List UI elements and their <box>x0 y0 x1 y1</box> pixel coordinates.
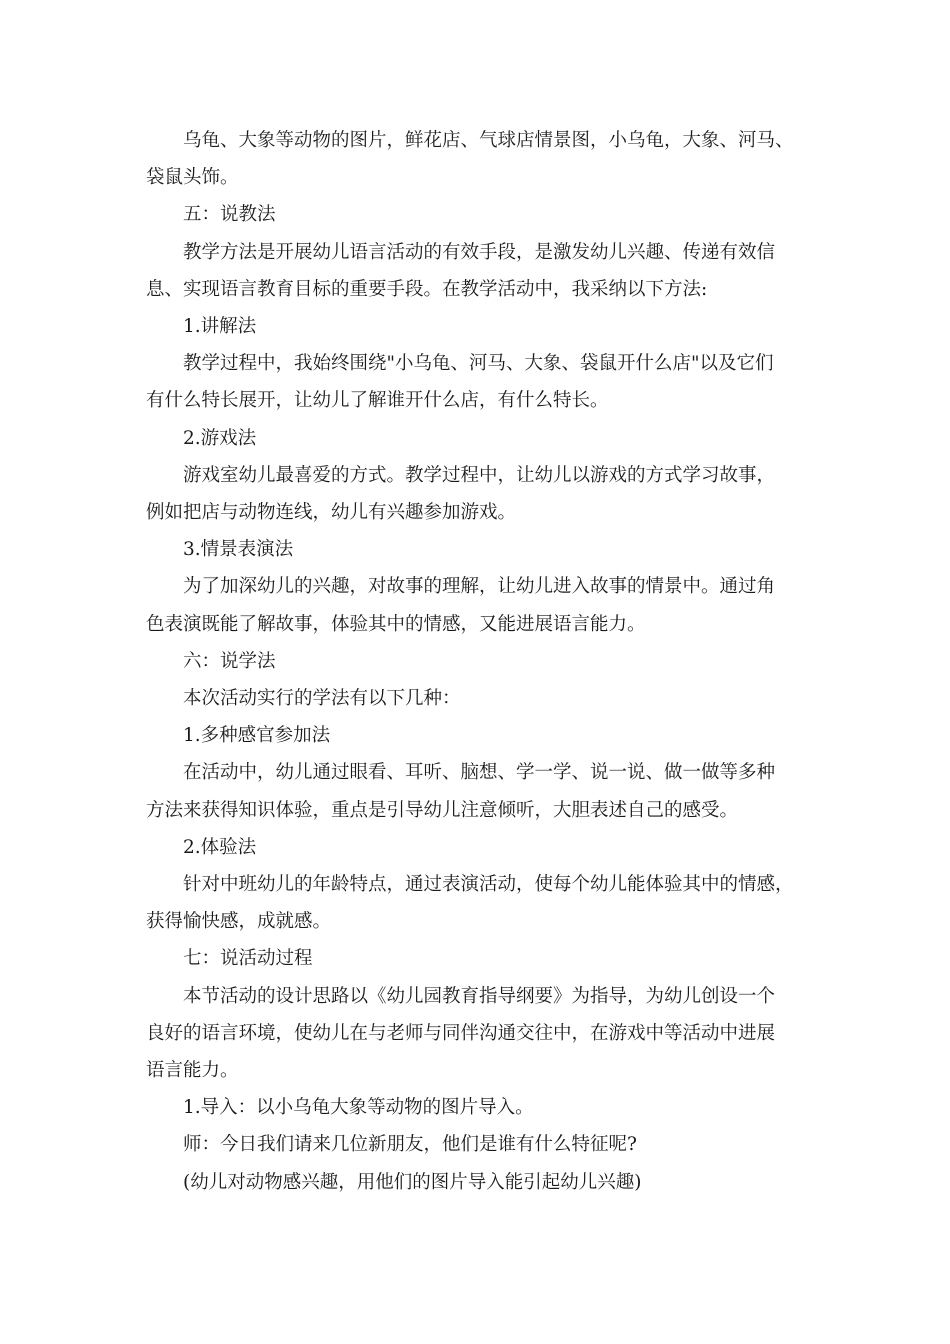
document-body <box>146 122 811 1201</box>
text-line: 色表演既能了解故事，体验其中的情感，又能进展语言能力。 <box>146 613 646 635</box>
text-line: 1.导入：以小乌龟大象等动物的图片导入。 <box>183 1097 534 1119</box>
text-line: 1.讲解法 <box>183 316 257 338</box>
text-line: 语言能力。 <box>146 1060 239 1082</box>
text-line: 息、实现语言教育目标的重要手段。在教学活动中，我采纳以下方法: <box>146 278 708 300</box>
text-line: 六：说学法 <box>183 650 276 672</box>
text-line: 袋鼠头饰。 <box>146 167 239 189</box>
text-line: 游戏室幼儿最喜爱的方式。教学过程中，让幼儿以游戏的方式学习故事， <box>183 464 776 486</box>
text-line: 在活动中，幼儿通过眼看、耳听、脑想、学一学、说一说、做一做等多种 <box>183 762 776 784</box>
text-line: 教学过程中，我始终围绕"小乌龟、河马、大象、袋鼠开什么店"以及它们 <box>183 353 774 375</box>
text-line: 2.体验法 <box>183 836 257 858</box>
text-line: 1.多种感官参加法 <box>183 725 331 747</box>
text-line: 师：今日我们请来几位新朋友，他们是谁有什么特征呢? <box>183 1134 637 1156</box>
text-line: 为了加深幼儿的兴趣，对故事的理解，让幼儿进入故事的情景中。通过角 <box>183 576 776 598</box>
text-line: 本次活动实行的学法有以下几种： <box>183 688 461 710</box>
text-line: 2.游戏法 <box>183 427 257 449</box>
text-line: 本节活动的设计思路以《幼儿园教育指导纲要》为指导，为幼儿创设一个 <box>183 985 776 1007</box>
text-line: 例如把店与动物连线，幼儿有兴趣参加游戏。 <box>146 502 517 524</box>
text-line: 方法来获得知识体验，重点是引导幼儿注意倾听，大胆表述自己的感受。 <box>146 799 739 821</box>
text-line: 良好的语言环境，使幼儿在与老师与同伴沟通交往中，在游戏中等活动中进展 <box>146 1022 776 1044</box>
text-line: 七：说活动过程 <box>183 948 313 970</box>
text-line: 获得愉快感，成就感。 <box>146 911 332 933</box>
text-line: 五：说教法 <box>183 204 276 226</box>
text-line: 有什么特长展开，让幼儿了解谁开什么店，有什么特长。 <box>146 390 609 412</box>
text-line: 乌龟、大象等动物的图片，鲜花店、气球店情景图，小乌龟，大象、河马、 <box>183 130 794 151</box>
text-line: 教学方法是开展幼儿语言活动的有效手段，是激发幼儿兴趣、传递有效信 <box>183 241 776 263</box>
text-line: 针对中班幼儿的年龄特点，通过表演活动，使每个幼儿能体验其中的情感， <box>183 874 794 896</box>
text-line: 3.情景表演法 <box>183 539 294 561</box>
text-line: (幼儿对动物感兴趣，用他们的图片导入能引起幼儿兴趣) <box>183 1171 642 1193</box>
